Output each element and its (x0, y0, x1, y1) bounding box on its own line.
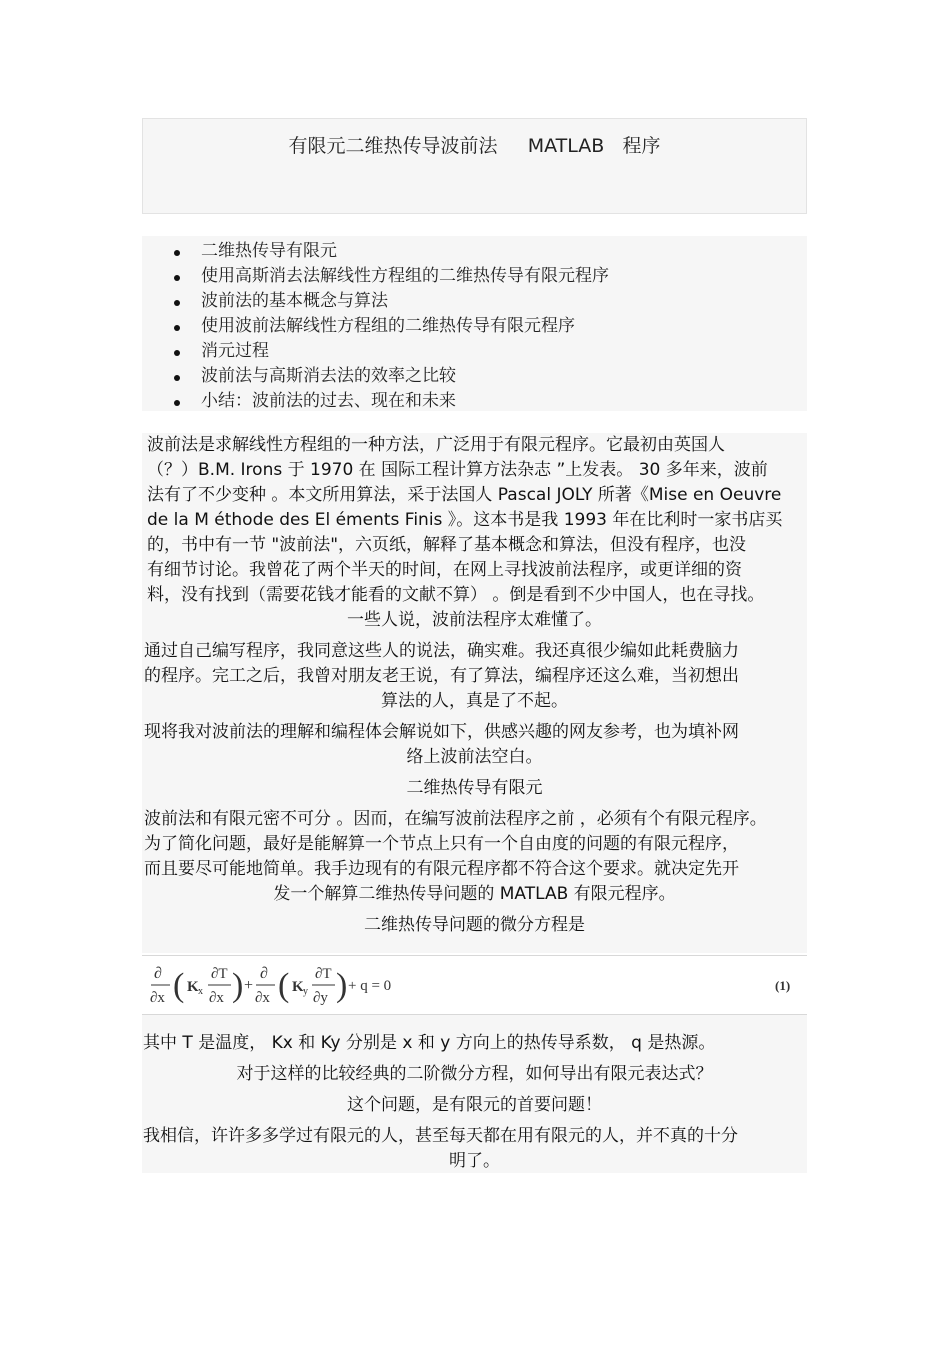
equation-number: (1) (775, 978, 791, 993)
paragraph-line: 我相信，许许多多学过有限元的人，甚至每天都在用有限元的人，并不真的十分 (143, 1126, 738, 1146)
heat-equation-formula (142, 956, 805, 1014)
svg-text:+: + (244, 977, 254, 994)
bullet-icon (174, 350, 180, 356)
toc-item[interactable]: 小结：波前法的过去、现在和未来 (142, 389, 807, 414)
svg-text:y: y (303, 986, 308, 997)
paragraph-last-line: 算法的人，真是了不起。 (381, 691, 568, 711)
intro-line: （？）B.M. Irons 于 1970 在 国际工程计算方法杂志 ”上发表。 30 多年来，波前 (147, 460, 768, 480)
toc-list (142, 236, 807, 414)
intro-line: 的，书中有一节 "波前法"，六页纸，解释了基本概念和算法，但没有程序，也没 (147, 535, 747, 555)
document-title: 有限元二维热传导波前法 MATLAB 程序 (288, 135, 661, 157)
table-of-contents (142, 236, 807, 411)
toc-item[interactable]: 二维热传导有限元 (142, 239, 807, 264)
toc-item[interactable]: 波前法的基本概念与算法 (142, 289, 807, 314)
equation-intro: 二维热传导问题的微分方程是 (364, 915, 585, 935)
svg-text:∂x: ∂x (150, 990, 165, 1006)
svg-text:x: x (198, 986, 203, 997)
article-body (142, 433, 807, 953)
intro-last-line: 一些人说，波前法程序太难懂了。 (347, 610, 602, 630)
paragraph-last-line: 明了。 (449, 1151, 500, 1171)
paragraph-line: 的程序。完工之后，我曾对朋友老王说，有了算法，编程序还这么难，当初想出 (144, 666, 739, 686)
bullet-icon (174, 325, 180, 331)
bullet-icon (174, 300, 180, 306)
paragraph-line: 波前法和有限元密不可分 。因而，在编写波前法程序之前 ，必须有个有限元程序。 (144, 809, 767, 829)
intro-line: 法有了不少变种 。本文所用算法，采于法国人 Pascal JOLY 所著《Mise en Oeuvre (147, 485, 782, 505)
paragraph-line: 其中 T 是温度， Kx 和 Ky 分别是 x 和 y 方向上的热传导系数， q 是热源。 (143, 1033, 716, 1053)
svg-text:+ q = 0: + q = 0 (348, 978, 392, 994)
intro-line: 料，没有找到（需要花钱才能看的文献不算） 。倒是看到不少中国人，也在寻找。 (147, 585, 765, 605)
bullet-icon (174, 375, 180, 381)
svg-text:(: ( (173, 967, 185, 1004)
toc-item[interactable]: 波前法与高斯消去法的效率之比较 (142, 364, 807, 389)
bullet-icon (174, 275, 180, 281)
title-panel (142, 118, 807, 214)
intro-line: de la M éthode des El éments Finis 》。这本书是我 1993 年在比利时一家书店买 (147, 510, 783, 530)
svg-text:∂T: ∂T (315, 966, 332, 982)
paragraph-line: 为了简化问题，最好是能解算一个节点上只有一个自由度的问题的有限元程序， (144, 834, 739, 854)
question-line: 对于这样的比较经典的二阶微分方程，如何导出有限元表达式？ (236, 1064, 713, 1084)
emphasis-line: 这个问题，是有限元的首要问题！ (347, 1095, 602, 1115)
toc-item[interactable]: 使用波前法解线性方程组的二维热传导有限元程序 (142, 314, 807, 339)
svg-text:∂y: ∂y (313, 990, 328, 1006)
equation-block (142, 955, 807, 1015)
intro-line: 有细节讨论。我曾花了两个半天的时间，在网上寻找波前法程序，或更详细的资 (147, 560, 742, 580)
toc-item[interactable]: 使用高斯消去法解线性方程组的二维热传导有限元程序 (142, 264, 807, 289)
svg-text:(: ( (278, 967, 290, 1004)
article-body-continued (142, 1015, 807, 1173)
paragraph-line: 而且要尽可能地简单。我手边现有的有限元程序都不符合这个要求。就决定先开 (144, 859, 739, 879)
intro-line: 波前法是求解线性方程组的一种方法，广泛用于有限元程序。它最初由英国人 (147, 435, 725, 455)
svg-text:): ) (336, 967, 348, 1004)
paragraph-last-line: 络上波前法空白。 (406, 747, 543, 767)
svg-text:∂: ∂ (260, 965, 268, 982)
svg-text:∂: ∂ (154, 965, 162, 982)
bullet-icon (174, 400, 180, 406)
paragraph-line: 现将我对波前法的理解和编程体会解说如下，供感兴趣的网友参考，也为填补网 (144, 722, 739, 742)
bullet-icon (174, 250, 180, 256)
toc-item[interactable]: 消元过程 (142, 339, 807, 364)
paragraph-line: 通过自己编写程序，我同意这些人的说法，确实难。我还真很少编如此耗费脑力 (144, 641, 739, 661)
svg-text:∂x: ∂x (255, 990, 270, 1006)
svg-text:K: K (187, 979, 199, 995)
svg-text:∂T: ∂T (211, 966, 228, 982)
svg-text:K: K (292, 979, 304, 995)
svg-text:): ) (232, 967, 244, 1004)
svg-text:∂x: ∂x (209, 990, 224, 1006)
section-heading: 二维热传导有限元 (406, 778, 543, 798)
paragraph-last-line: 发一个解算二维热传导问题的 MATLAB 有限元程序。 (273, 884, 676, 904)
